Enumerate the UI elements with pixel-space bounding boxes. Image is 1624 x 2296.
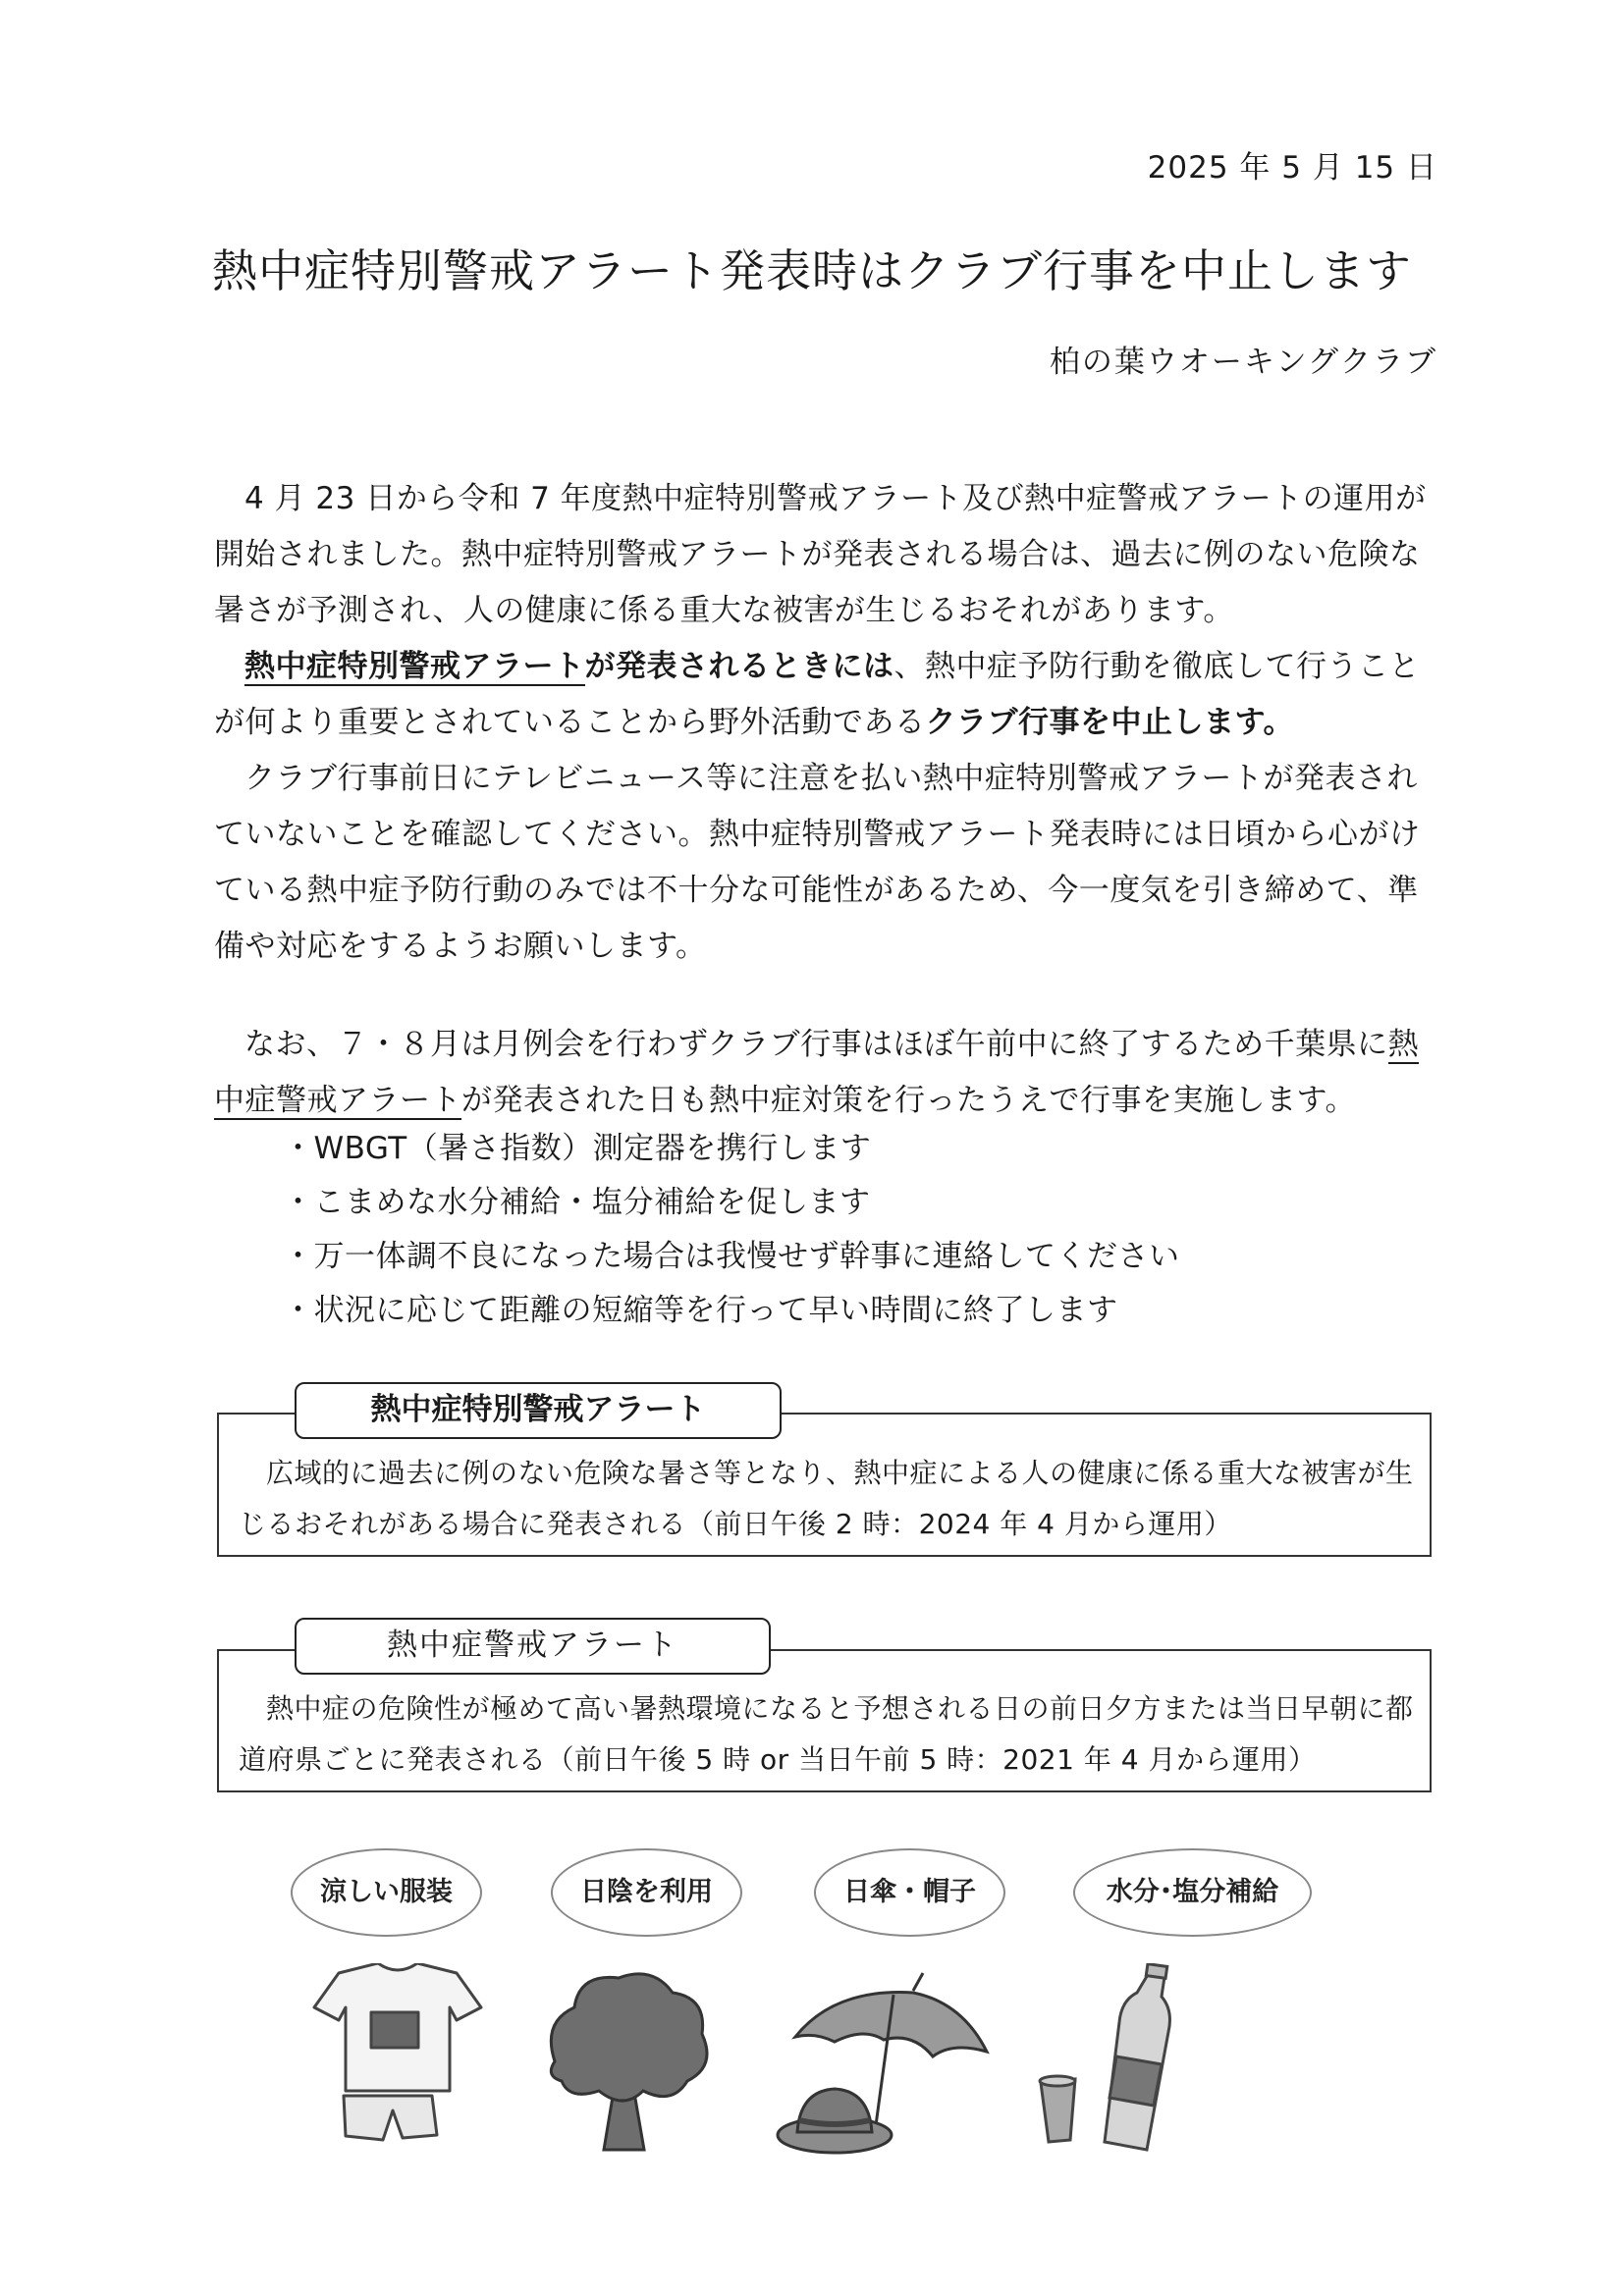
alert-name-underlined: 熱中症警戒アラート <box>214 1027 1420 1118</box>
list-item: ・こまめな水分補給・塩分補給を促します <box>283 1185 871 1220</box>
list-item: ・万一体調不良になった場合は我慢せず幹事に連絡してください <box>283 1239 1180 1274</box>
summer-intro: なお、７・８月は月例会を行わずクラブ行事はほぼ午前中に終了するため千葉県に <box>244 1027 1388 1062</box>
label-cool-clothing: 涼しい服装 <box>291 1848 482 1937</box>
list-item: ・WBGT（暑さ指数）測定器を携行します <box>283 1131 872 1166</box>
alert-heading: 熱中症警戒アラート <box>295 1618 771 1675</box>
clothing-icon <box>314 1963 481 2140</box>
list-item: ・状況に応じて距離の短縮等を行って早い時間に終了します <box>283 1293 1118 1328</box>
tree-shade-icon <box>551 1974 707 2150</box>
special-alert-heading: 熱中症特別警戒アラート <box>295 1382 782 1439</box>
label-hydration: 水分･塩分補給 <box>1073 1848 1312 1937</box>
alert-description: 熱中症の危険性が極めて高い暑熱環境になると予想される日の前日夕方または当日早朝に都道府県ごとに発表される（前日午後 5 時 or 当日午前 5 時：2021 年 4 月から運用） <box>239 1692 1414 1776</box>
cancellation-reason: 、熱中症予防行動を徹底して行うことが何より重要とされていることから野外活動である <box>214 649 1420 740</box>
paragraph-request: クラブ行事前日にテレビニュース等に注意を払い熱中症特別警戒アラートが発表されていないことを確認してください。熱中症特別警戒アラート発表時には日頃から心がけている熱中症予防行動のみでは不十分な可能性があるため、今一度気を引き締めて、準備や対応をするようお願いします。 <box>214 761 1421 964</box>
summer-rest: が発表された日も熱中症対策を行ったうえで行事を実施します。 <box>461 1083 1357 1118</box>
organization-name: 柏の葉ウオーキングクラブ <box>1049 345 1437 380</box>
paragraph-summer <box>214 1017 1441 1129</box>
emphasis-special-alert: 熱中症特別警戒アラート <box>244 649 585 684</box>
label-parasol-hat: 日傘・帽子 <box>814 1848 1005 1937</box>
drink-bottle-icon <box>1040 1964 1169 2150</box>
label-use-shade: 日陰を利用 <box>551 1848 742 1937</box>
document-date: 2025 年 5 月 15 日 <box>1147 150 1437 186</box>
special-alert-description: 広域的に過去に例のない危険な暑さ等となり、熱中症による人の健康に係る重大な被害が生じるおそれがある場合に発表される（前日午後 2 時：2024 年 4 月から運用） <box>239 1457 1414 1540</box>
document-title: 熱中症特別警戒アラート発表時はクラブ行事を中止します <box>212 244 1412 297</box>
umbrella-hat-icon <box>778 1973 987 2153</box>
emphasis-when-issued: が発表されるときには <box>584 649 894 684</box>
measures-list <box>283 1122 1180 1338</box>
paragraph-intro: 4 月 23 日から令和 7 年度熱中症特別警戒アラート及び熱中症警戒アラートの運用が開始されました。熱中症特別警戒アラートが発表される場合は、過去に例のない危険な暑さが予測され、人の健康に係る重大な被害が生じるおそれがあります。 <box>214 481 1427 628</box>
paragraph-cancellation <box>214 639 1441 751</box>
emphasis-cancel-events: クラブ行事を中止します。 <box>925 705 1295 740</box>
prevention-illustrations <box>285 1963 1345 2174</box>
